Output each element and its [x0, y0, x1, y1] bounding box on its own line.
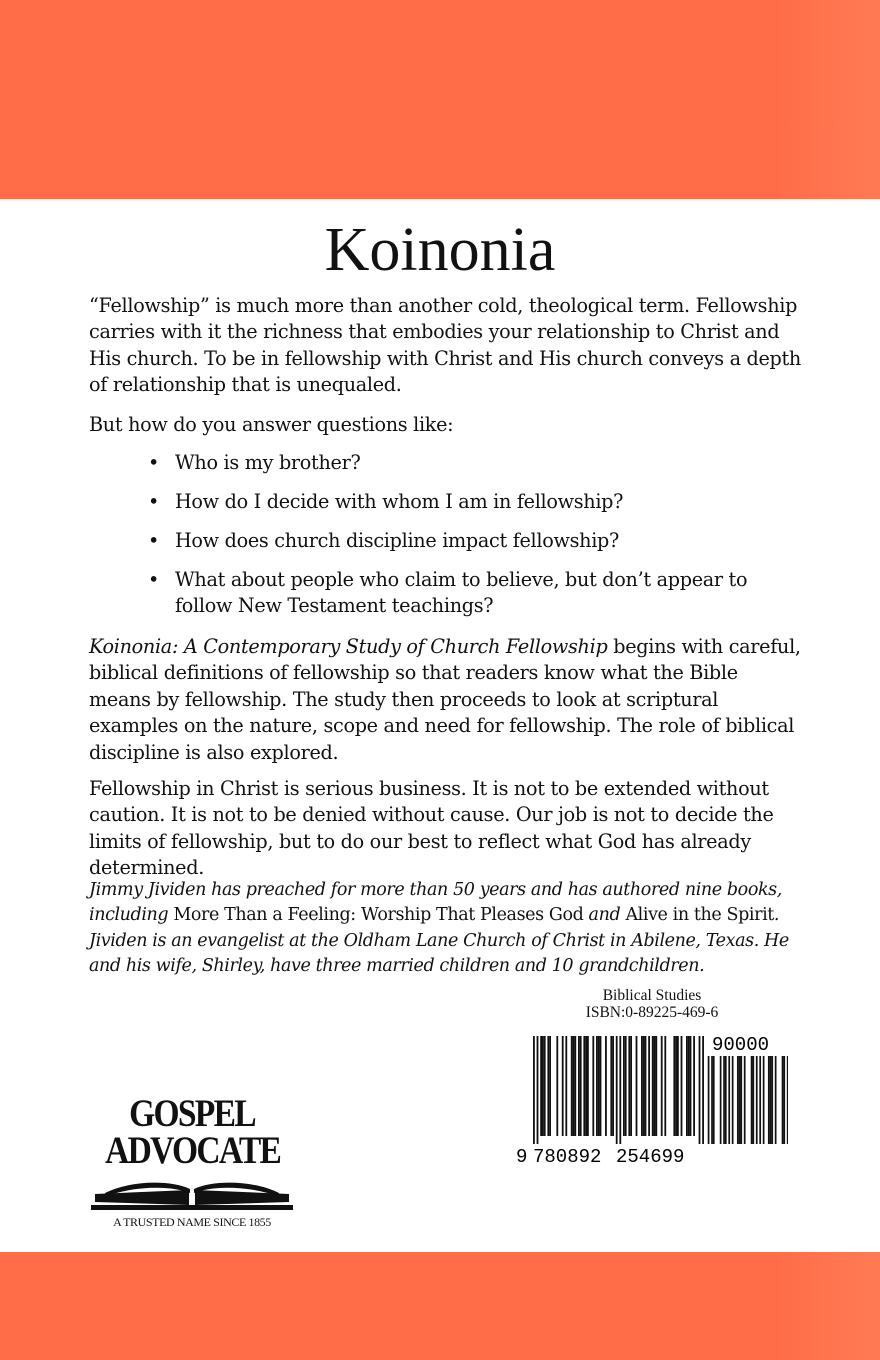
barcode-bar [688, 1036, 690, 1136]
bullet-icon: • [148, 451, 160, 474]
barcode-addon-bar [723, 1056, 725, 1144]
barcode-bar [600, 1036, 602, 1136]
barcode-bar [619, 1036, 621, 1144]
barcode-bar [565, 1036, 567, 1136]
barcode-bar [648, 1036, 650, 1136]
publisher-logo [91, 1094, 293, 1234]
barcode-bar [699, 1036, 701, 1144]
barcode-addon-bar [787, 1056, 788, 1144]
barcode-digits-right: 254699 [616, 1146, 685, 1166]
question-list [148, 450, 748, 632]
barcode-bar [628, 1036, 630, 1136]
barcode-bar [592, 1036, 594, 1136]
barcode-addon-bar [756, 1056, 758, 1144]
barcode-addon-bar [752, 1056, 754, 1144]
barcode-bar [623, 1036, 625, 1136]
barcode-bar [630, 1036, 632, 1136]
barcode-addon-bar [713, 1056, 715, 1144]
barcode-addon-bar [711, 1056, 713, 1144]
bio-book-1: More Than a Feeling: Worship That Pleases God [173, 905, 584, 926]
isbn-label: ISBN:0-89225-469-6 [585, 1004, 719, 1021]
category-label: Biblical Studies [602, 987, 702, 1004]
book-title: Koinonia [324, 216, 556, 284]
barcode-bar [549, 1036, 551, 1136]
bio-book-2: Alive in the Spirit [625, 905, 774, 926]
barcode-bar [652, 1036, 654, 1136]
barcode-addon-bar [768, 1056, 770, 1144]
summary-book-title: Koinonia: A Contemporary Study of Church Fellowship [89, 635, 608, 658]
barcode-bar [641, 1036, 643, 1136]
barcode-bar [643, 1036, 645, 1136]
barcode-bar [675, 1036, 677, 1136]
barcode-digit-lead: 9 [516, 1146, 528, 1166]
barcode-bar [574, 1036, 576, 1136]
intro-paragraph: “Fellowship” is much more than another cold, theological term. Fellowship carries with it the richness that embodies your relationship to Christ and His church. To be in fellowship with Christ and His church conveys a depth of relationship that is unequaled. [89, 294, 801, 397]
barcode-bar [542, 1036, 544, 1136]
barcode-bar [681, 1036, 683, 1136]
barcode-bar [583, 1036, 585, 1136]
barcode-addon-bar [740, 1056, 742, 1144]
publisher-tagline: A TRUSTED NAME SINCE 1855 [113, 1215, 271, 1229]
barcode-bar [547, 1036, 549, 1136]
barcode-addon-bar [751, 1056, 753, 1144]
barcode-bar [610, 1036, 612, 1136]
barcode-bar [587, 1036, 589, 1136]
barcode-bars-addon [708, 1056, 788, 1144]
barcode-addon-bar [775, 1056, 777, 1144]
barcode-addon-bar [728, 1056, 730, 1144]
barcode-addon-bar [771, 1056, 773, 1144]
barcode-bars-main [533, 1036, 704, 1144]
barcode-graphic [514, 1034, 788, 1166]
barcode-bar [573, 1036, 575, 1136]
barcode-bar [655, 1036, 657, 1136]
barcode-bar [686, 1036, 688, 1136]
barcode [514, 1034, 788, 1166]
list-item: • How does church discipline impact fellowship? [148, 528, 748, 554]
open-bible-icon [91, 1172, 293, 1212]
barcode-addon-bar [732, 1056, 734, 1144]
barcode-bar [580, 1036, 582, 1136]
barcode-addon-bar [744, 1056, 746, 1144]
bullet-icon: • [148, 490, 160, 513]
barcode-addon-bar [783, 1056, 785, 1144]
top-color-band [0, 0, 880, 199]
barcode-digits-left: 780892 [533, 1146, 602, 1166]
barcode-bar [571, 1036, 573, 1136]
question-lead: But how do you answer questions like: [89, 413, 454, 436]
barcode-bar [690, 1036, 692, 1136]
barcode-addon-bar [782, 1056, 784, 1144]
barcode-bar [562, 1036, 564, 1136]
summary-text: begins with careful, biblical definitions of fellowship so that readers know what the Bible means by fellowship. The study then proceeds to look at scriptural examples on the nature, scope and need for fellowship. The role of biblical discipline is also explored. [89, 635, 801, 764]
bullet-icon: • [148, 529, 160, 552]
barcode-addon-bar [739, 1056, 741, 1144]
barcode-addon-bar [737, 1056, 739, 1144]
barcode-addon-bar [725, 1056, 727, 1144]
barcode-bar [677, 1036, 679, 1136]
publisher-name-line-2: ADVOCATE [105, 1129, 281, 1172]
list-item: • What about people who claim to believe, but don’t appear to follow New Testament teachings? [148, 568, 748, 618]
barcode-bar [673, 1036, 675, 1136]
bottom-color-band [0, 1252, 880, 1360]
barcode-addon-bar [770, 1056, 772, 1144]
closing-paragraph: Fellowship in Christ is serious business. It is not to be extended without caution. It is not to be denied without cause. Our job is not to decide the limits of fellowship, but to do our best to reflect what God has already determined. [89, 777, 774, 880]
barcode-bar [661, 1036, 663, 1136]
barcode-addon-bar [763, 1056, 765, 1144]
barcode-bar [654, 1036, 656, 1136]
bullet-icon: • [148, 568, 160, 591]
barcode-bar [645, 1036, 647, 1136]
barcode-bar [556, 1036, 558, 1136]
barcode-bar [598, 1036, 600, 1136]
barcode-bar [616, 1036, 618, 1144]
barcode-addon-bar [708, 1056, 710, 1144]
barcode-bar [596, 1036, 598, 1136]
barcode-bar [585, 1036, 587, 1136]
barcode-bar [612, 1036, 614, 1136]
barcode-bar [664, 1036, 666, 1136]
barcode-bar [537, 1036, 539, 1144]
author-bio: Jimmy Jividen has preached for more than 50 years and has authored nine books, including More Than a Feeling: Worship That Pleases God and Alive in the Spirit. Jividen is an evangelist at the Oldham Lane Church of Christ in Abilene, Texas. He and his wife, Shirley, have three married children and 10 grandchildren. [89, 880, 789, 976]
publisher-name-line-1: GOSPEL [129, 1092, 255, 1135]
barcode-bar [533, 1036, 535, 1144]
barcode-bar [625, 1036, 627, 1136]
barcode-bar [578, 1036, 580, 1136]
barcode-bar [605, 1036, 607, 1136]
barcode-bar [544, 1036, 546, 1136]
barcode-bar [702, 1036, 704, 1144]
barcode-addon-digits: 90000 [712, 1034, 770, 1056]
barcode-addon-bar [720, 1056, 722, 1144]
barcode-bar [636, 1036, 638, 1136]
list-item: • How do I decide with whom I am in fellowship? [148, 489, 748, 515]
barcode-bar [540, 1036, 542, 1136]
summary-paragraph [89, 634, 801, 766]
barcode-bar [693, 1036, 695, 1136]
list-item: • Who is my brother? [148, 450, 748, 476]
barcode-addon-bar [759, 1056, 761, 1144]
